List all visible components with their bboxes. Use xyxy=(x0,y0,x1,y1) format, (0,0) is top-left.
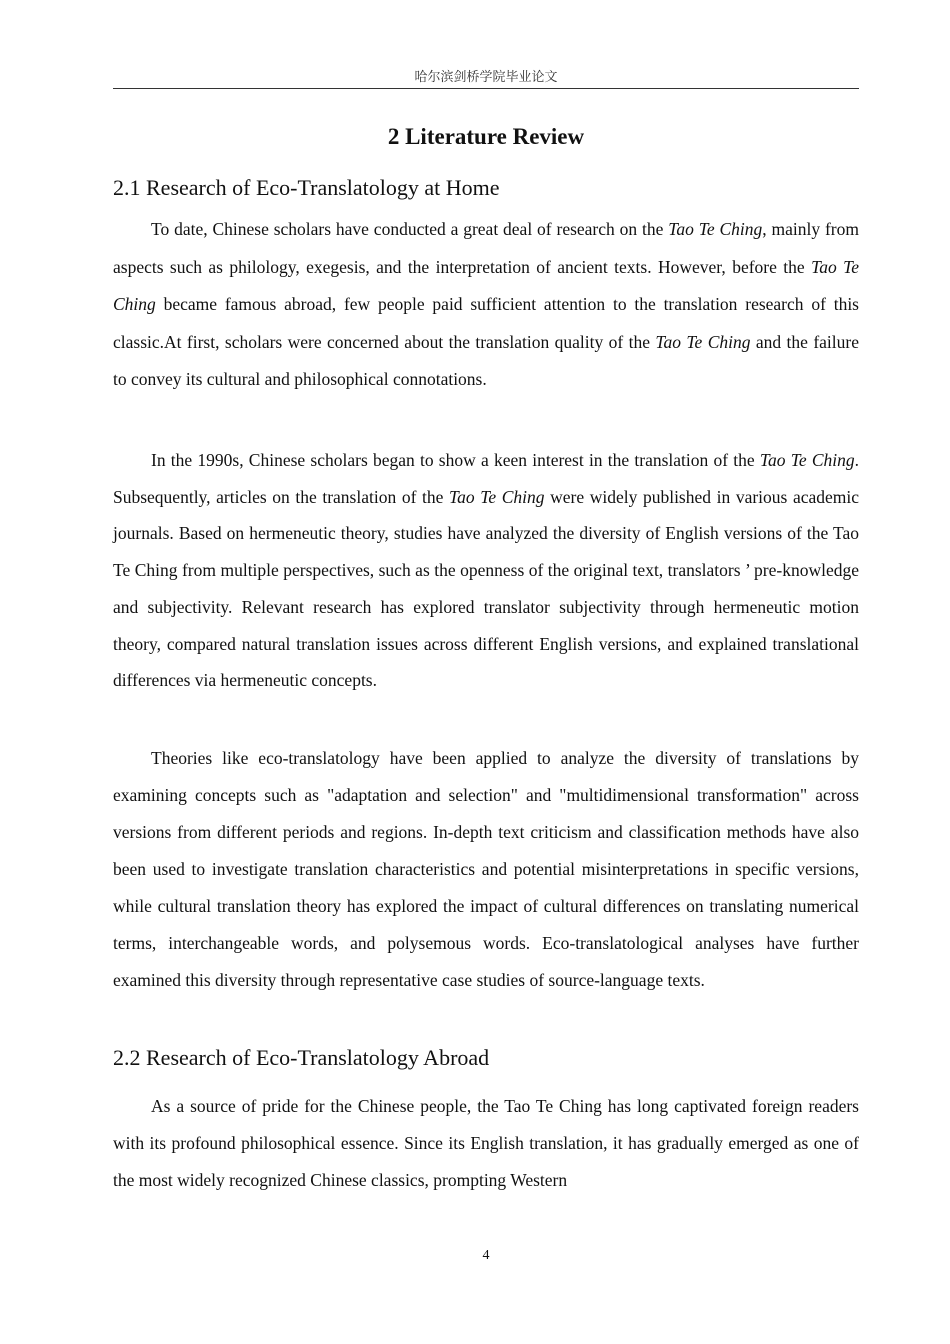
text-run: In the 1990s, Chinese scholars began to show a keen interest in the translation of the xyxy=(151,450,760,470)
paragraph-2-1-1 xyxy=(113,211,859,399)
text-run: were widely published in various academic journals. Based on hermeneutic theory, studies have analyzed the diversity of English versions of the Tao Te Ching from multiple perspectives, such as the openness of the original text, translators ’ pre-knowledge and subjectivity. Relevant research has explored translator subjectivity through hermeneutic motion theory, compared natural translation issues across different English versions, and explained translational differences via hermeneutic concepts. xyxy=(113,486,859,691)
paragraph-2-2-1: As a source of pride for the Chinese people, the Tao Te Ching has long captivated foreign readers with its profound philosophical essence. Since its English translation, it has gradually emerged as one of the most widely recognized Chinese classics, prompting Western xyxy=(113,1096,859,1190)
text-run: , mainly from aspects such as philology, exegesis, and the interpretation of ancient texts. However, before the xyxy=(113,219,859,277)
running-header: 哈尔滨剑桥学院毕业论文 xyxy=(414,69,558,84)
book-title-italic: Tao Te Ching xyxy=(668,219,763,239)
text-run: . Subsequently, articles on the translation of the xyxy=(113,450,859,507)
book-title-italic: Tao Te Ching xyxy=(449,486,545,507)
chapter-title: 2 Literature Review xyxy=(387,124,585,149)
book-title-italic: Tao Te Ching xyxy=(759,450,855,470)
text-run: To date, Chinese scholars have conducted a great deal of research on the xyxy=(151,219,669,239)
text-run: became famous abroad, few people paid sufficient attention to the translation research of this classic.At first, scholars were concerned about the translation quality of the xyxy=(113,294,859,352)
paragraph-2-1-2 xyxy=(113,442,859,699)
page-number: 4 xyxy=(482,1248,490,1263)
book-title-italic: Tao Te Ching xyxy=(655,331,751,352)
section-heading-2-1: 2.1 Research of Eco-Translatology at Home xyxy=(113,175,500,200)
header-divider xyxy=(113,88,859,89)
paragraph-2-1-3: Theories like eco-translatology have been applied to analyze the diversity of translations by examining concepts such as "adaptation and selection" and "multidimensional transformation" across versions from different periods and regions. In-depth text criticism and classification methods have also been used to investigate translation characteristics and potential misinterpretations in specific versions, while cultural translation theory has explored the impact of cultural differences on translating numerical terms, interchangeable words, and polysemous words. Eco-translatological analyses have further examined this diversity through representative case studies of source-language texts. xyxy=(113,748,859,990)
book-title-italic: Tao Te Ching xyxy=(113,256,859,314)
text-run: and the failure to convey its cultural and philosophical connotations. xyxy=(113,331,860,389)
section-heading-2-2: 2.2 Research of Eco-Translatology Abroad xyxy=(113,1045,490,1070)
